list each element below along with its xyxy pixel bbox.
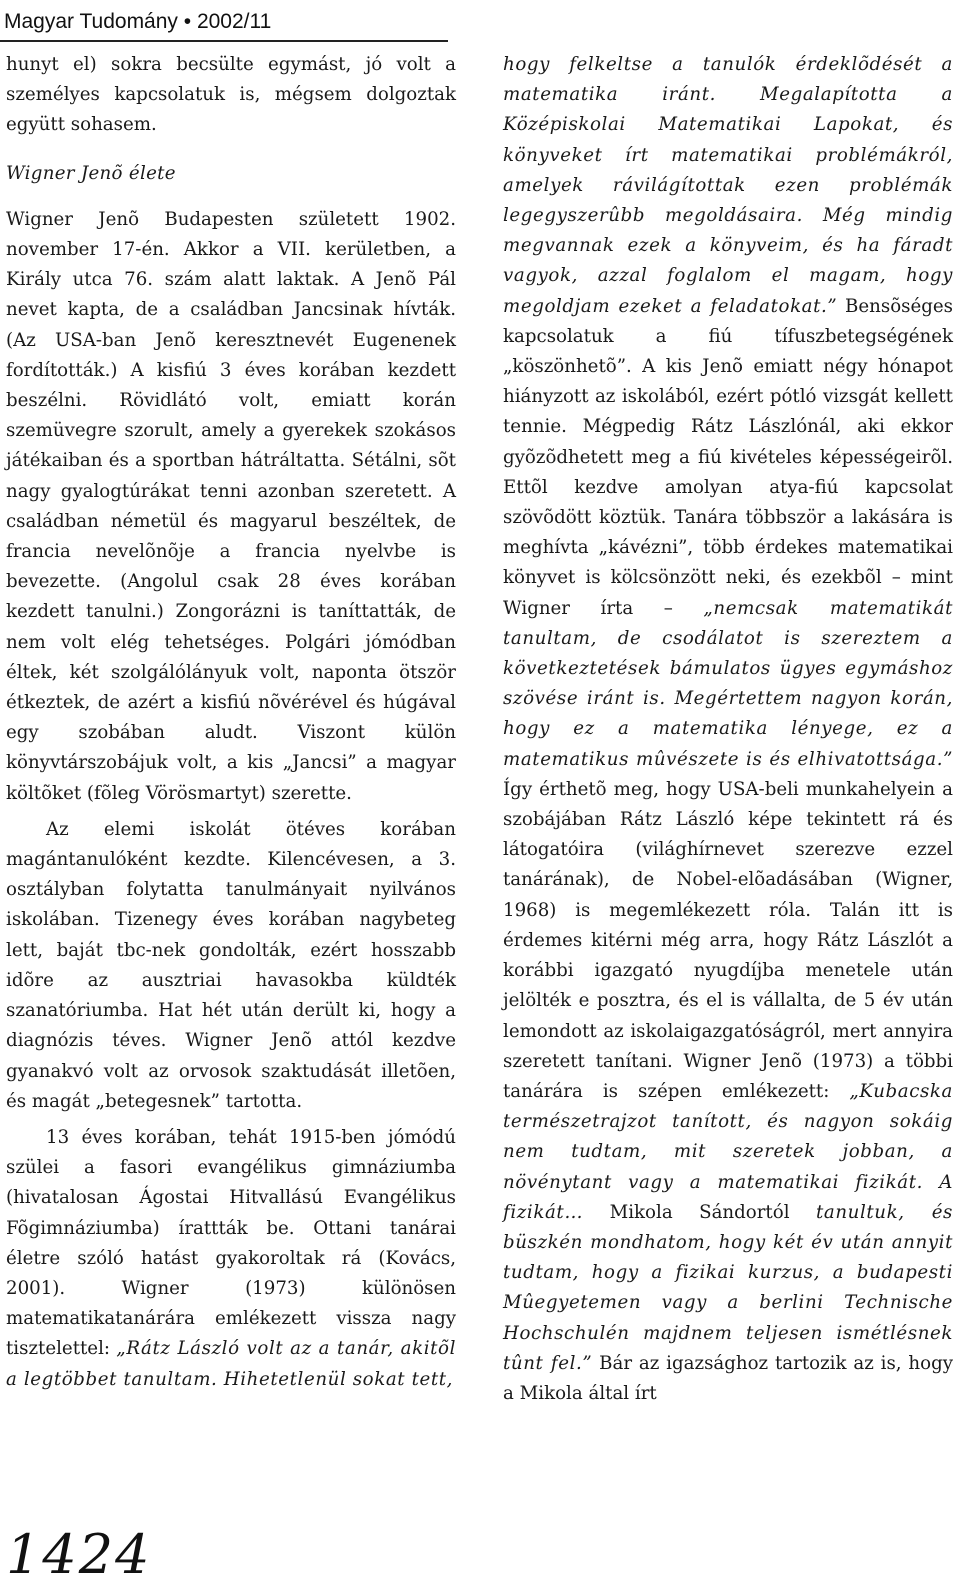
- quote-text: „Rátz László volt az a tanár, akitõl a legtöbbet tanultam. Hihetetlenül sokat tett,: [6, 1338, 456, 1390]
- paragraph: [503, 50, 953, 1409]
- quote-text: „Kubacska természetrajzot tanított, és nagyon sokáig nem tudtam, mit szeretek jobban, a növénytant vagy a matematikai fizikát. A fizikát…: [503, 1080, 953, 1223]
- quote-text: hogy felkeltse a tanulók érdeklõdését a matematika iránt. Megalapította a Középiskolai Matematikai Lapokat, és könyveket írt matematikai problémákról, amelyek rávilágítottak ezen problémák legegyszerûbb megoldásaira. Még mindig megvannak ezek a könyveim, és ha fáradt vagyok, azzal foglalom el magam, hogy megoldjam ezeket a feladatokat.”: [503, 54, 953, 317]
- quote-text: „nemcsak matematikát tanultam, de csodálatot is szereztem a következtetések bámulatos ügyes egymáshoz szövése iránt is. Megértettem nagyon korán, hogy ez a matematika lényege, ez a matematikus mûvészete is és elhivatottsága.”: [503, 597, 954, 770]
- paragraph: [6, 1123, 456, 1395]
- paragraph: hunyt el) sokra becsülte egymást, jó volt a személyes kapcsolatuk is, mégsem dolgoztak együtt sohasem.: [6, 54, 456, 136]
- paragraph-text: 13 éves korában, tehát 1915-ben jómódú szülei a fasori evangélikus gimnáziumba (hivatalosan Ágostai Hitvallású Evangélikus Fõgimnáziumba) írattták be. Ottani tanárai életre szóló hatást gyakoroltak rá (Kovács, 2001). Wigner (1973) különösen matematikatanárára emlékezett vissza nagy tisztelettel:: [6, 1126, 456, 1360]
- page-number: 1424: [6, 1523, 152, 1586]
- section-title: Wigner Jenõ élete: [6, 162, 176, 184]
- paragraph: Az elemi iskolát ötéves korában magántanulóként kezdte. Kilencévesen, a 3. osztályban folytatta tanulmányait nyilvános iskolában. Tizenegy éves korában nagybeteg lett, baját tbc-nek gondolták, ezért hosszabb idõre az ausztriai havasokba küldték szanatóriumba. Hat hét után derült ki, hogy a diagnózis téves. Wigner Jenõ attól kezdve gyanakvó volt az orvosok szaktudását illetõen, és magát „betegesnek” tartotta.: [6, 818, 456, 1112]
- running-header: [0, 0, 960, 44]
- quote-text: tanultuk, és büszkén mondhatom, hogy két év után annyit tudtam, hogy a fizikai kurzus, a budapesti Mûegyetemen vagy a berlini Technische Hochschulén majdnem teljesen ismétlésnek tûnt fel.”: [503, 1201, 953, 1374]
- paragraph-text: Bensõséges kapcsolatuk a fiú tífuszbetegségének „köszönhetõ”. A kis Jenõ emiatt négy hónapot hiányzott az iskolából, ezért pótló vizsgát kellett tennie. Mégpedig Rátz Lászlónál, aki ekkor gyõzõdhetett meg a fiú kivételes képességeirõl. Ettõl kezdve amolyan atya-fiú kapcsolat szövõdött köztük. Tanára többször a lakására is meghívta „kávézni”, több érdekes matematikai könyvet is kölcsönzött neki, és ezekbõl – mint Wigner írta –: [503, 295, 954, 619]
- paragraph: Wigner Jenõ Budapesten született 1902. november 17-én. Akkor a VII. kerületben, a Király utca 76. szám alatt laktak. A Jenõ Pál nevet kapta, de a családban Jancsinak hívták. (Az USA-ban Jenõ keresztnevét Eugenenek fordították.) A kisfiú 3 éves korában kezdett beszélni. Rövidlátó volt, emiatt korán szemüvegre szorult, amely a gyerekek szokásos játékaiban és a sportban hátráltatta. Sétálni, sõt nagy gyalogtúrákat tenni azonban szeretett. A családban németül és magyarul beszéltek, de francia nevelõnõje a francia nyelvbe is bevezette. (Angolul csak 28 éves korában kezdett tanulni.) Zongorázni is taníttatták, de nem volt elég tehetséges. Polgári jómódban éltek, két szolgálólányuk volt, naponta ötször étkeztek, de azért a kisfiú nõvérével és húgával egy szobában aludt. Viszont külön könyvtárszobájuk volt, a kis „Jancsi” a magyar költõket (fõleg Vörösmartyt) szerette.: [6, 208, 456, 804]
- left-column: [6, 50, 456, 1395]
- journal-title: Magyar Tudomány • 2002/11: [4, 10, 272, 33]
- right-column: [503, 50, 953, 1409]
- paragraph-text: Mikola Sándortól: [583, 1201, 816, 1223]
- paragraph-text: Bár az igazsághoz tartozik az is, hogy a Mikola által írt: [503, 1352, 953, 1404]
- paragraph-text: Így érthetõ meg, hogy USA-beli munkahelyein a szobájában Rátz László képe tekintett rá és látogatóira (világhírnevet szerezve ezzel tanárának), de Nobel-elõadásában (Wigner, 1968) is megemlékezett róla. Talán itt is érdemes kitérni még arra, hogy Rátz Lászlót a korábbi igazgató nyugdíjba menetele után jelölték e posztra, és el is vállalta, de 5 év után lemondott az iskolaigazgatóságról, mert annyira szeretett tanítani. Wigner Jenõ (1973) a többi tanárára is szépen emlékezett:: [503, 778, 953, 1102]
- header-rule: [0, 40, 448, 42]
